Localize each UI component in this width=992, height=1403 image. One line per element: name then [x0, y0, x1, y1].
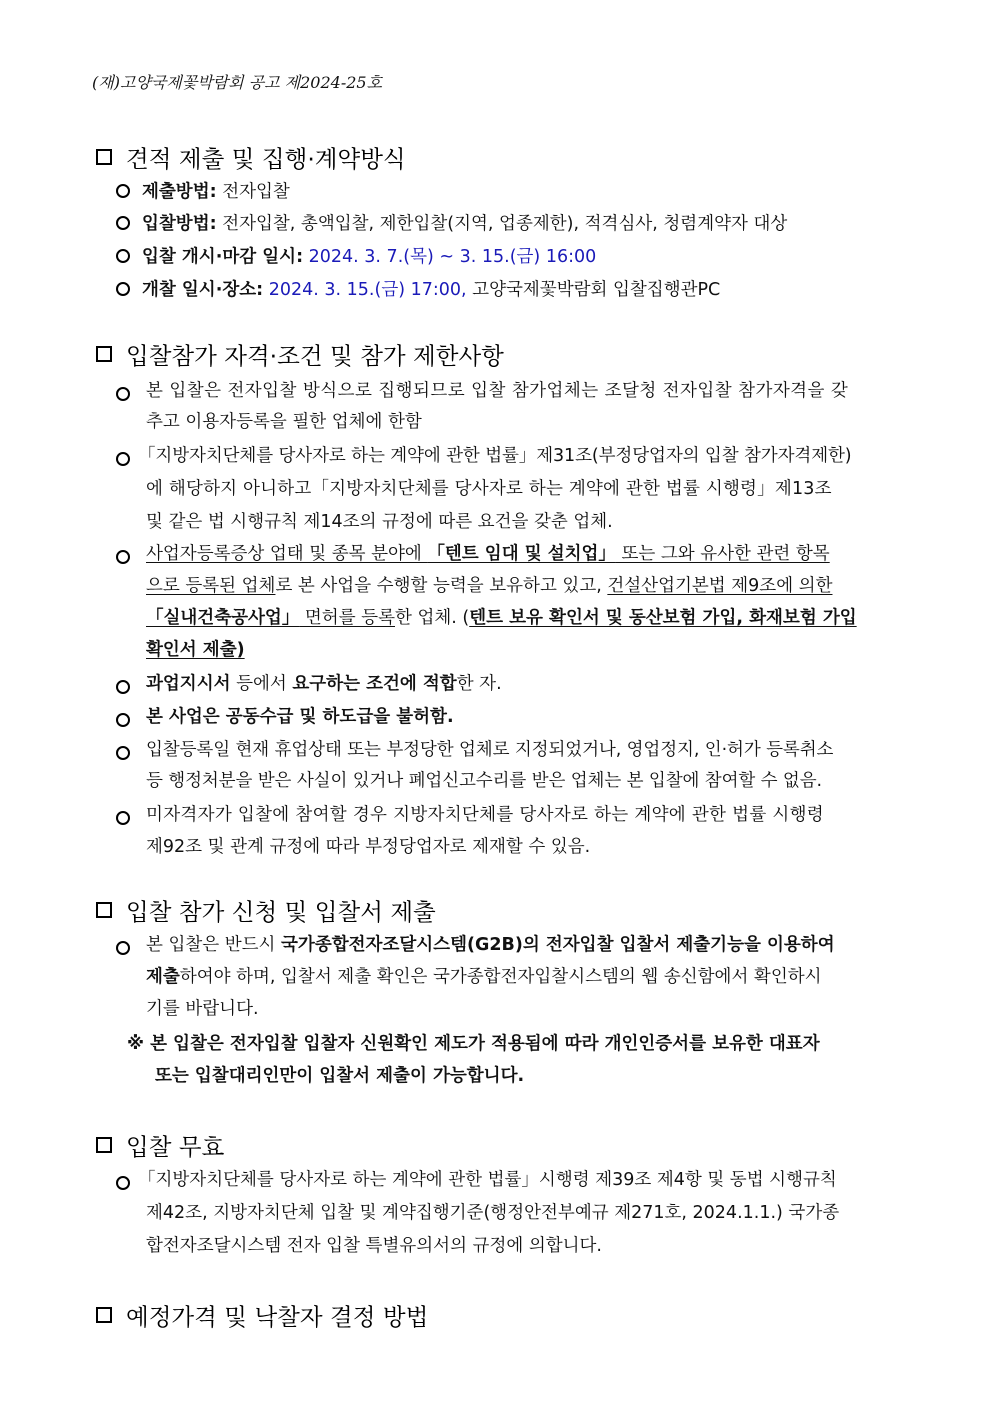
item-label: 입찰방법: — [142, 214, 217, 234]
paragraph-line — [146, 572, 832, 597]
item-value: 2024. 3. 7.(목) ~ 3. 15.(금) 16:00 — [303, 247, 597, 267]
paragraph-line: 추고 이용자등록을 필한 업체에 한함 — [146, 412, 422, 432]
text-run: 등에서 — [230, 674, 293, 694]
circle-bullet-icon — [116, 184, 130, 198]
section-title-qualification — [96, 337, 504, 371]
paragraph-line — [146, 604, 857, 629]
text-run: 한 자. — [456, 674, 502, 694]
list-item — [116, 1166, 922, 1260]
circle-bullet-icon — [116, 811, 130, 825]
paragraph-line: 제42조, 지방자치단체 입찰 및 계약집행기준(행정안전부예규 제271호, 2024.1.1.) 국가종 — [146, 1203, 840, 1223]
circle-bullet-icon — [116, 282, 130, 296]
list-item — [116, 377, 922, 437]
paragraph-line — [146, 670, 502, 695]
item-value: 전자입찰 — [216, 182, 290, 202]
text-run: 하여야 하며, 입찰서 제출 확인은 국가종합전자입찰시스템의 웹 송신함에서 확인하시 — [179, 967, 822, 987]
section-title-text: 입찰 참가 신청 및 입찰서 제출 — [126, 898, 436, 926]
announcement-number: (재)고양국제꽃박람회 공고 제2024-25호 — [92, 73, 383, 92]
circle-bullet-icon — [116, 680, 130, 694]
paragraph-line — [146, 636, 245, 661]
paragraph-line: 미자격자가 입찰에 참여할 경우 지방자치단체를 당사자로 하는 계약에 관한 법률 시행령 — [146, 805, 825, 825]
list-item — [116, 210, 787, 235]
text-run: 으로 등록된 업체 — [146, 576, 276, 596]
list-item — [116, 178, 290, 203]
paragraph-line: 입찰등록일 현재 휴업상태 또는 부정당한 업체로 지정되었거나, 영업정지, 인·허가 등록취소 — [146, 740, 834, 760]
section-title-application — [96, 893, 436, 927]
text-run: 요구하는 조건에 적합 — [292, 674, 457, 694]
item-value: 2024. 3. 15.(금) 17:00, — [263, 280, 467, 300]
text-run: 사업자등록증상 업태 및 종목 분야에 — [146, 544, 428, 564]
section-title-submission — [96, 140, 406, 174]
item-label: 입찰 개시·마감 일시: — [142, 247, 304, 267]
paragraph-line: 본 입찰은 전자입찰 방식으로 집행되므로 입찰 참가업체는 조달청 전자입찰 참가자격을 갖 — [146, 381, 849, 401]
list-item — [116, 442, 922, 536]
circle-bullet-icon — [116, 746, 130, 760]
list-item — [116, 540, 922, 664]
circle-bullet-icon — [116, 387, 130, 401]
text-run: 건설산업기본법 제9조에 의한 — [607, 576, 833, 596]
paragraph-line: 기를 바랍니다. — [146, 999, 259, 1019]
text-run: 「텐트 임대 및 설치업」 — [427, 544, 616, 564]
text-run: 제출 — [146, 967, 180, 987]
circle-bullet-icon — [116, 713, 130, 727]
section-title-pricing — [96, 1298, 428, 1332]
item-label: 개찰 일시·장소: — [142, 280, 264, 300]
text-run: 또는 그와 유사한 관련 항목 — [615, 544, 830, 564]
item-value: 전자입찰, 총액입찰, 제한입찰(지역, 업종제한), 적격심사, 청렴계약자 대상 — [216, 214, 788, 234]
item-label: 제출방법: — [142, 182, 217, 202]
text-run: 로 본 사업을 수행할 능력을 보유하고 있고, — [275, 576, 608, 596]
list-item — [116, 703, 922, 731]
paragraph-line: 「지방자치단체를 당사자로 하는 계약에 관한 법률」시행령 제39조 제4항 및 동법 시행규칙 — [138, 1170, 837, 1190]
text-run: 면허를 등록 — [299, 608, 395, 628]
item-value: 고양국제꽃박람회 입찰집행관PC — [466, 280, 721, 300]
circle-bullet-icon — [116, 1176, 130, 1190]
notice-line: 또는 입찰대리인만이 입찰서 제출이 가능합니다. — [155, 1066, 525, 1086]
section-title-text: 예정가격 및 낙찰자 결정 방법 — [126, 1303, 429, 1331]
paragraph-line — [146, 963, 822, 988]
list-item — [116, 670, 922, 698]
section-title-text: 입찰 무효 — [126, 1133, 225, 1161]
checkbox-square-icon — [96, 149, 112, 165]
paragraph-line: 및 같은 법 시행규칙 제14조의 규정에 따른 요건을 갖춘 업체. — [146, 512, 613, 532]
circle-bullet-icon — [116, 216, 130, 230]
checkbox-square-icon — [96, 1307, 112, 1323]
section-title-text: 입찰참가 자격·조건 및 참가 제한사항 — [126, 342, 504, 370]
text-run: 과업지시서 — [146, 674, 231, 694]
paragraph-line — [146, 931, 835, 956]
paragraph-line — [146, 540, 830, 565]
notice-line: ※ 본 입찰은 전자입찰 입찰자 신원확인 제도가 적용됨에 따라 개인인증서를 보유한 대표자 — [127, 1034, 820, 1054]
checkbox-square-icon — [96, 1137, 112, 1153]
paragraph-line: 본 사업은 공동수급 및 하도급을 불허함. — [146, 707, 454, 727]
text-run: 「실내건축공사업」 — [146, 608, 300, 628]
list-item — [116, 243, 596, 268]
text-run: 국가종합전자조달시스템(G2B)의 전자입찰 입찰서 제출기능을 이용하여 — [281, 935, 835, 955]
circle-bullet-icon — [116, 941, 130, 955]
section-title-text: 견적 제출 및 집행·계약방식 — [126, 145, 406, 173]
paragraph-line: 등 행정처분을 받은 사실이 있거나 폐업신고수리를 받은 업체는 본 입찰에 참여할 수 없음. — [146, 771, 822, 791]
paragraph-line: 합전자조달시스템 전자 입찰 특별유의서의 규정에 의합니다. — [146, 1236, 602, 1256]
list-item — [116, 736, 922, 796]
list-item — [116, 931, 922, 1025]
text-run: 한 업체. ( — [395, 608, 470, 628]
section-title-invalid — [96, 1128, 224, 1162]
paragraph-line: 제92조 및 관계 규정에 따라 부정당업자로 제재할 수 있음. — [146, 837, 591, 857]
checkbox-square-icon — [96, 902, 112, 918]
list-item — [116, 276, 720, 301]
text-run: 텐트 보유 확인서 및 동산보험 가입, 화재보험 가입 — [469, 608, 857, 628]
circle-bullet-icon — [116, 452, 130, 466]
checkbox-square-icon — [96, 346, 112, 362]
text-run: 본 입찰은 반드시 — [146, 935, 282, 955]
circle-bullet-icon — [116, 550, 130, 564]
text-run: 확인서 제출) — [146, 640, 245, 660]
circle-bullet-icon — [116, 249, 130, 263]
list-item — [116, 801, 922, 861]
paragraph-line: 에 해당하지 아니하고「지방자치단체를 당사자로 하는 계약에 관한 법률 시행령」제13조 — [146, 479, 832, 499]
paragraph-line: 「지방자치단체를 당사자로 하는 계약에 관한 법률」제31조(부정당업자의 입찰 참가자격제한) — [138, 446, 852, 466]
